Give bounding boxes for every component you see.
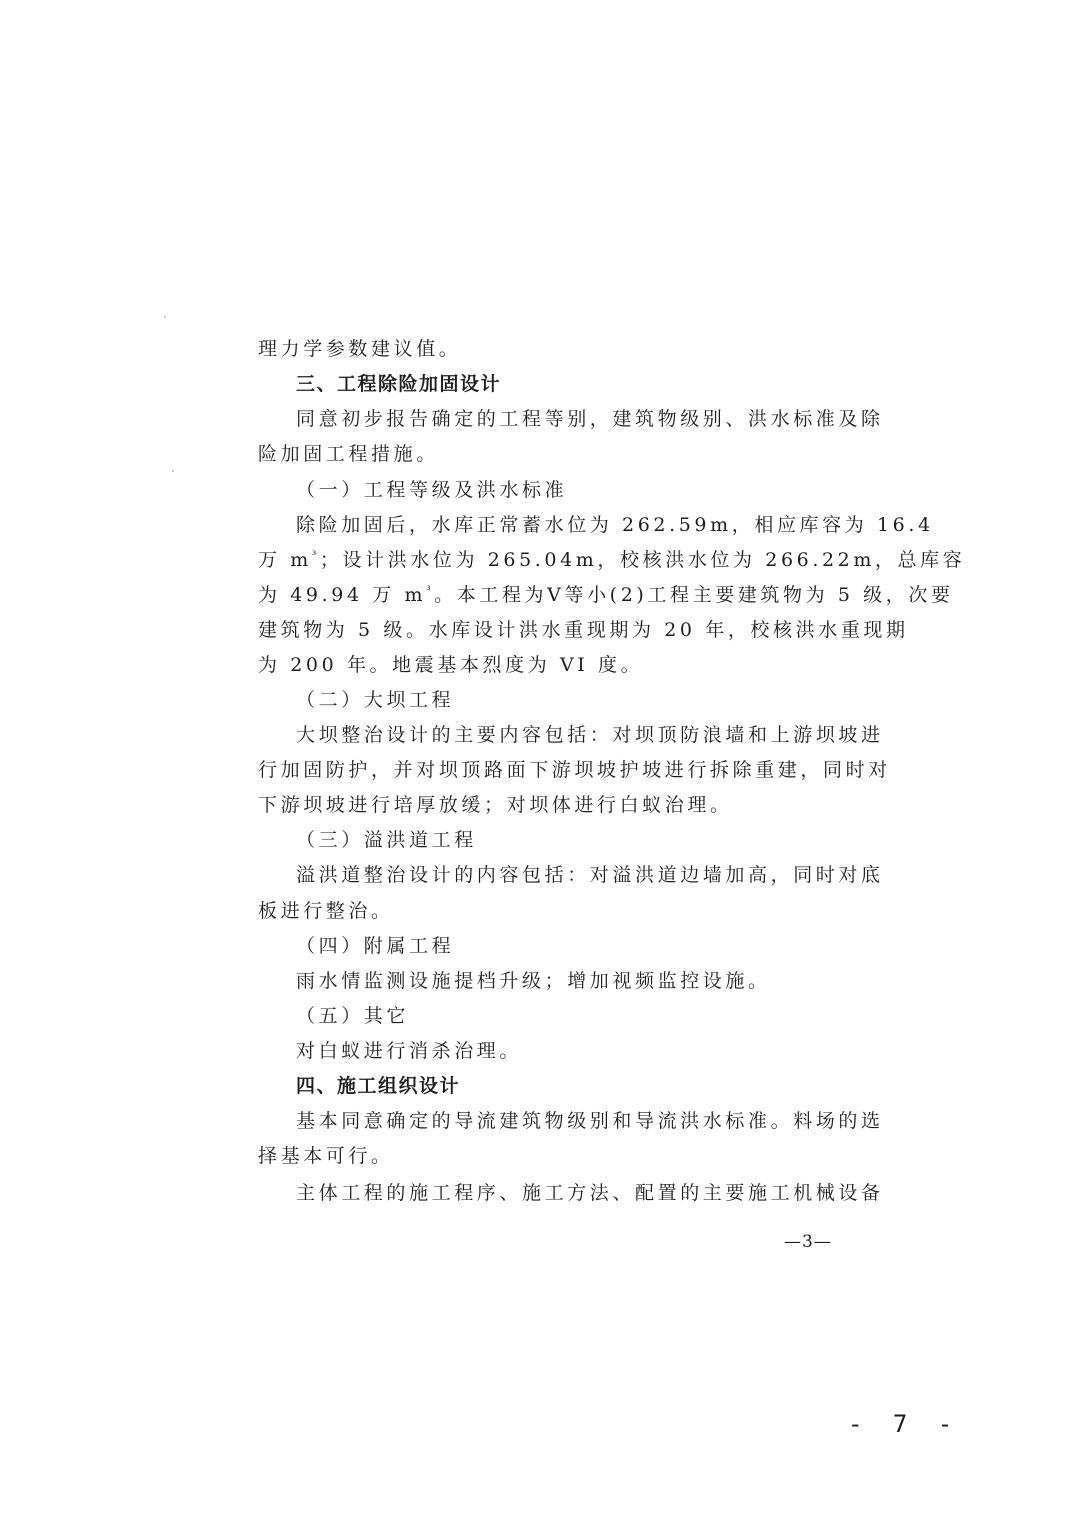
text-line-14: 下游坝坡进行培厚放缓；对坝体进行白蚁治理。: [258, 794, 733, 816]
subheading-5: （五）其它: [296, 1005, 410, 1027]
text-segment: 为 49.94 万 m: [258, 584, 427, 606]
text-line-3: 同意初步报告确定的工程等别，建筑物级别、洪水标准及除: [296, 408, 884, 430]
subheading-3: （三）溢洪道工程: [296, 829, 477, 851]
text-segment: 。本工程为Ⅴ等小(2)工程主要建筑物为 5 级，次要: [434, 584, 954, 606]
text-line-16: 溢洪道整治设计的内容包括：对溢洪道边墙加高，同时对底: [296, 864, 884, 886]
subheading-4: （四）附属工程: [296, 935, 455, 957]
text-line-17: 板进行整治。: [258, 900, 394, 922]
text-line-24: 择基本可行。: [258, 1145, 394, 1167]
superscript: ³: [311, 548, 320, 562]
text-line-9: 建筑物为 5 级。水库设计洪水重现期为 20 年，校核洪水重现期: [258, 619, 909, 641]
text-line-8: [258, 582, 954, 608]
text-segment: ；设计洪水位为 265.04m，校核洪水位为 266.22m，总库容: [319, 549, 966, 571]
superscript: ³: [426, 583, 435, 597]
text-line-21: 对白蚁进行消杀治理。: [296, 1040, 523, 1062]
text-line-25: 主体工程的施工程序、施工方法、配置的主要施工机械设备: [296, 1182, 884, 1204]
text-line-10: 为 200 年。地震基本烈度为 VI 度。: [258, 654, 644, 676]
section-heading-3: 三、工程除险加固设计: [296, 373, 502, 395]
text-line-6: 除险加固后，水库正常蓄水位为 262.59m，相应库容为 16.4: [296, 514, 934, 536]
section-heading-4: 四、施工组织设计: [296, 1075, 461, 1097]
subheading-2: （二）大坝工程: [296, 689, 455, 711]
text-line-13: 行加固防护，并对坝顶路面下游坝坡护坡进行拆除重建，同时对: [258, 759, 891, 781]
inner-page-number: —3—: [784, 1232, 832, 1252]
scan-speck: [164, 316, 166, 318]
text-line-1: 理力学参数建议值。: [258, 338, 462, 360]
text-line-4: 险加固工程措施。: [258, 443, 439, 465]
text-line-12: 大坝整治设计的主要内容包括：对坝顶防浪墙和上游坝坡进: [296, 724, 884, 746]
text-line-7: [258, 547, 965, 573]
subheading-1: （一）工程等级及洪水标准: [296, 479, 568, 501]
text-segment: 万 m: [258, 549, 312, 571]
scan-speck: [172, 470, 174, 472]
text-line-23: 基本同意确定的导流建筑物级别和导流洪水标准。料场的选: [296, 1110, 884, 1132]
text-line-19: 雨水情监测设施提档升级；增加视频监控设施。: [296, 970, 771, 992]
page-number: - 7 -: [848, 1410, 961, 1438]
